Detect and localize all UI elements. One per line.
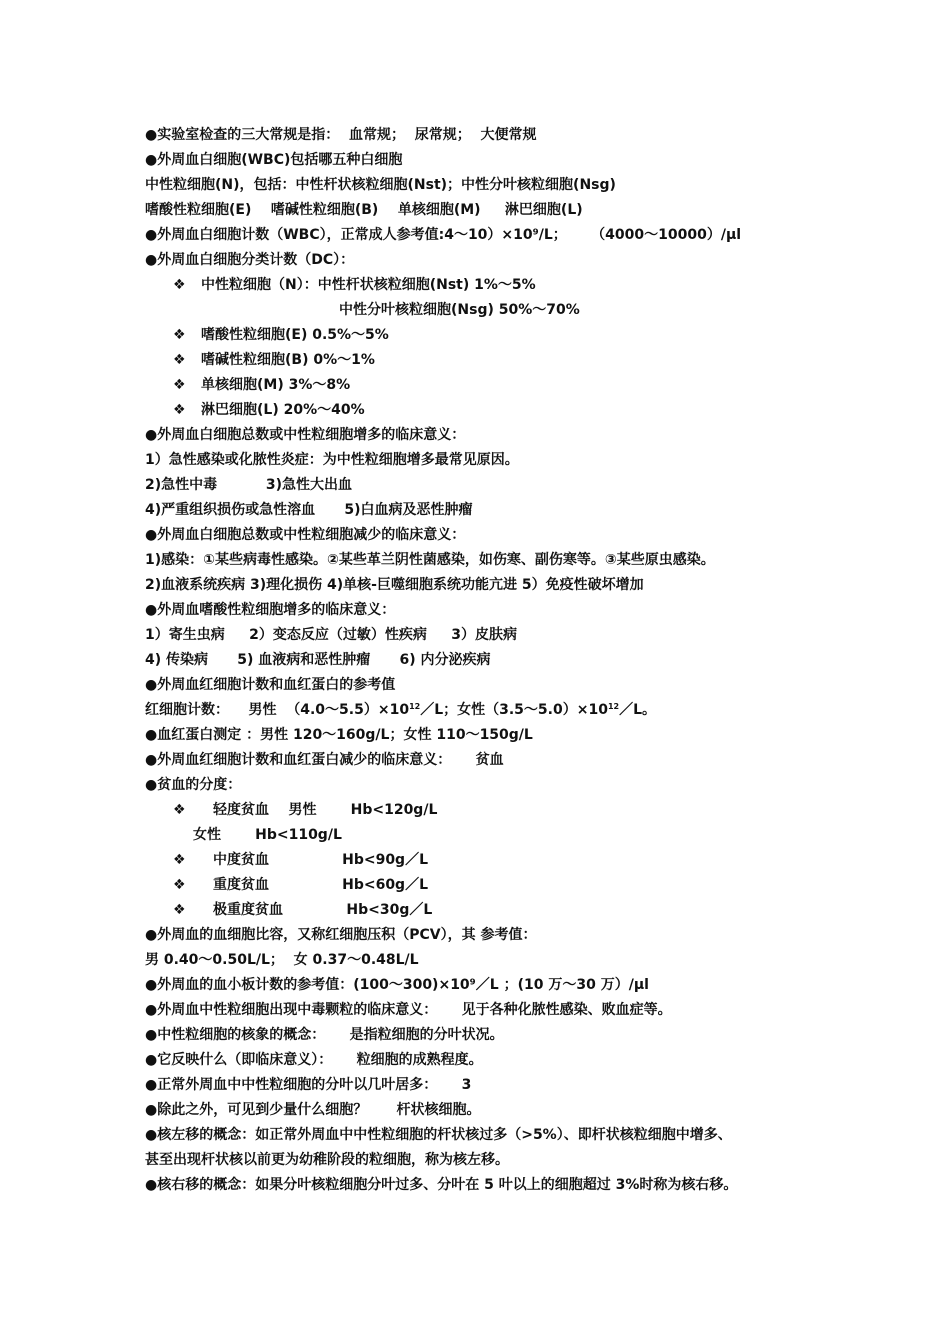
text-line-pcv-heading: ●外周血的血细胞比容，又称红细胞压积（PCV），其 参考值： [145,927,537,943]
list-item-text: 中度贫血 Hb<90g／L [213,852,429,868]
list-item-text: 嗜酸性粒细胞(E) 0.5%～5% [201,327,389,343]
text-line-wbc-increase-1: 1）急性感染或化脓性炎症：为中性粒细胞增多最常见原因。 [145,452,519,468]
text-line-nuclear-shift-concept: ●中性粒细胞的核象的概念： 是指粒细胞的分叶状况。 [145,1027,504,1043]
list-item-moderate-anemia [145,848,835,873]
text-line-neutrophil-types: 中性粒细胞(N)，包括：中性杆状核粒细胞(Nst)；中性分叶核粒细胞(Nsg) [145,177,616,193]
text-line-wbc-types-question: ●外周血白细胞(WBC)包括哪五种白细胞 [145,152,403,168]
text-line-wbc-increase-3: 4)严重组织损伤或急性溶血 5)白血病及恶性肿瘤 [145,502,473,518]
text-line-toxic-granules: ●外周血中性粒细胞出现中毒颗粒的临床意义： 见于各种化脓性感染、败血症等。 [145,1002,672,1018]
text-line-nuclear-shift-meaning: ●它反映什么（即临床意义）： 粒细胞的成熟程度。 [145,1052,483,1068]
text-line-rbc-reference [145,698,835,723]
text-line-other-wbc-types: 嗜酸性粒细胞(E) 嗜碱性粒细胞(B) 单核细胞(M) 淋巴细胞(L) [145,202,583,218]
document-body [145,123,835,1198]
diamond-bullet-icon: ❖ [173,377,186,393]
text-line-rbc-heading: ●外周血红细胞计数和血红蛋白的参考值 [145,677,396,693]
text-line-lobes: ●正常外周血中中性粒细胞的分叶以几叶居多： 3 [145,1077,472,1093]
diamond-bullet-icon: ❖ [173,902,186,918]
text-line-band-cells: ●除此之外，可见到少量什么细胞？ 杆状核细胞。 [145,1102,481,1118]
text-line-left-shift-2: 甚至出现杆状核以前更为幼稚阶段的粒细胞，称为核左移。 [145,1152,509,1168]
rbc-end: ／L。 [619,702,657,718]
list-item-text: 单核细胞(M) 3%～8% [201,377,351,393]
text-line-eosinophil-heading: ●外周血嗜酸性粒细胞增多的临床意义： [145,602,396,618]
list-item-eosinophil [145,323,835,348]
text-line-dc-heading: ●外周血白细胞分类计数（DC）： [145,252,355,268]
list-item-text: 轻度贫血 男性 Hb<120g/L [213,802,438,818]
diamond-bullet-icon: ❖ [173,327,186,343]
text-line-eosinophil-2: 4) 传染病 5) 血液病和恶性肿瘤 6) 内分泌疾病 [145,652,491,668]
text-line-wbc-decrease-1: 1)感染：①某些病毒性感染。②某些革兰阴性菌感染，如伤寒、副伤寒等。③某些原虫感染。 [145,552,715,568]
text-line-hb-reference: ●血红蛋白测定 ：男性 120～160g/L；女性 110～150g/L [145,727,533,743]
list-item-severe-anemia [145,873,835,898]
text-line-platelet-reference: ●外周血的血小板计数的参考值：(100～300)×10⁹／L ；(10 万～30 万）/μl [145,977,649,993]
text-line-anemia-grades-heading: ●贫血的分度： [145,777,242,793]
list-item-neutrophil [145,273,835,298]
rbc-mid: ／L；女性（3.5～5.0）×10 [420,702,608,718]
list-item-text: 嗜碱性粒细胞(B) 0%～1% [201,352,375,368]
text-line-eosinophil-1: 1）寄生虫病 2）变态反应（过敏）性疾病 3）皮肤病 [145,627,517,643]
diamond-bullet-icon: ❖ [173,877,186,893]
list-item-continuation-female: 女性 Hb<110g/L [193,827,342,843]
text-line-lab-routines: ●实验室检查的三大常规是指： 血常规； 尿常规； 大便常规 [145,127,537,143]
text-line-wbc-decrease-heading: ●外周血白细胞总数或中性粒细胞减少的临床意义： [145,527,466,543]
list-item-monocyte [145,373,835,398]
diamond-bullet-icon: ❖ [173,802,186,818]
list-item-basophil [145,348,835,373]
text-line-right-shift: ●核右移的概念：如果分叶核粒细胞分叶过多、分叶在 5 叶以上的细胞超过 3%时称为核右移。 [145,1177,738,1193]
text-line-wbc-increase-heading: ●外周血白细胞总数或中性粒细胞增多的临床意义： [145,427,466,443]
text-line-pcv-reference: 男 0.40～0.50L/L； 女 0.37～0.48L/L [145,952,419,968]
rbc-label: 红细胞计数： 男性 （4.0～5.5）×10 [145,702,410,718]
list-item-lymphocyte [145,398,835,423]
list-item-mild-anemia [145,798,835,823]
list-item-extreme-anemia [145,898,835,923]
text-line-wbc-increase-2: 2)急性中毒 3)急性大出血 [145,477,353,493]
list-item-text: 中性粒细胞（N）：中性杆状核粒细胞(Nst) 1%～5% [201,277,536,293]
rbc-exponent-male: 12 [409,702,421,711]
list-item-continuation-nsg: 中性分叶核粒细胞(Nsg) 50%～70% [339,302,580,318]
text-line-anemia-meaning: ●外周血红细胞计数和血红蛋白减少的临床意义： 贫血 [145,752,504,768]
diamond-bullet-icon: ❖ [173,352,186,368]
diamond-bullet-icon: ❖ [173,402,186,418]
list-item-text: 极重度贫血 Hb<30g／L [213,902,433,918]
text-line-left-shift-1: ●核左移的概念：如正常外周血中中性粒细胞的杆状核过多（>5%）、即杆状核粒细胞中增多、 [145,1127,732,1143]
rbc-exponent-female: 12 [607,702,620,711]
diamond-bullet-icon: ❖ [173,277,186,293]
text-line-wbc-reference: ●外周血白细胞计数（WBC），正常成人参考值:4～10）×10⁹/L； （4000～10000）/μl [145,227,742,243]
list-item-text: 淋巴细胞(L) 20%～40% [201,402,365,418]
text-line-wbc-decrease-2: 2)血液系统疾病 3)理化损伤 4)单核-巨噬细胞系统功能亢进 5）免疫性破坏增加 [145,577,644,593]
diamond-bullet-icon: ❖ [173,852,186,868]
list-item-text: 重度贫血 Hb<60g／L [213,877,429,893]
